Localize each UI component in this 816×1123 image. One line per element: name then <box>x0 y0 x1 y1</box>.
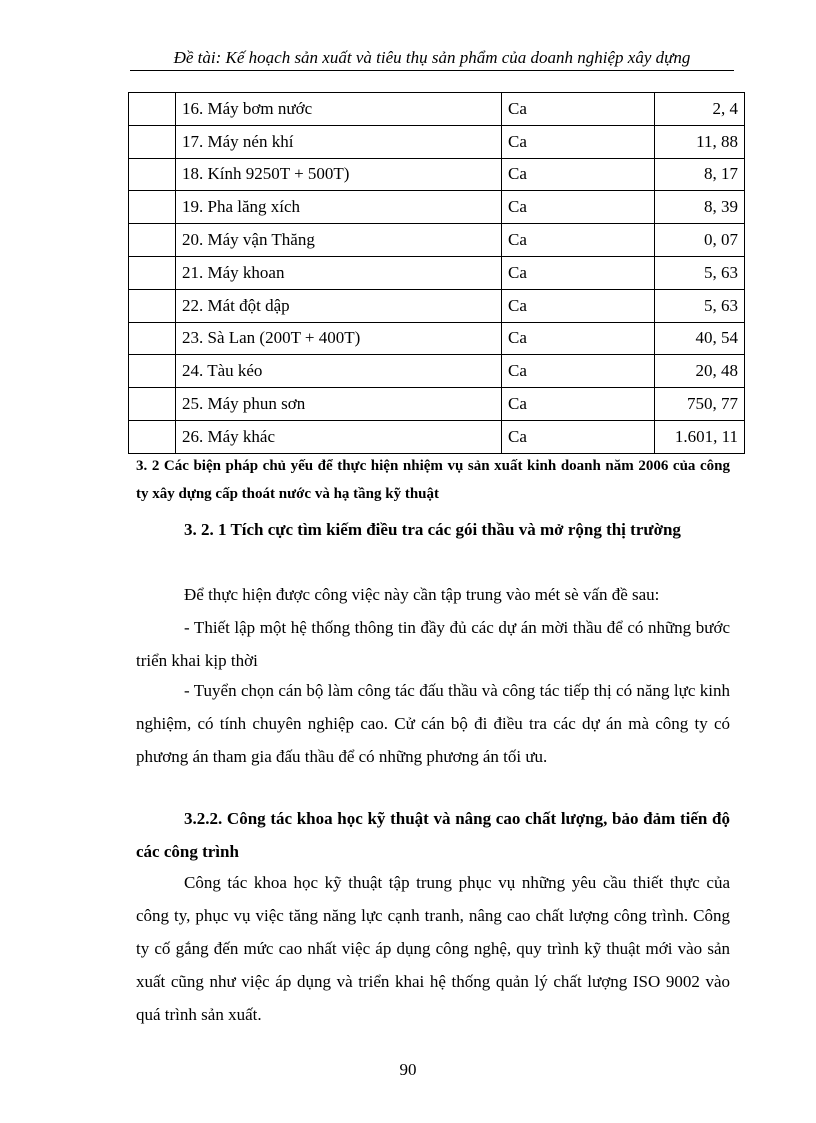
heading-3-2-1: 3. 2. 1 Tích cực tìm kiếm điều tra các gói thầu và mở rộng thị trường <box>184 520 681 539</box>
table-row <box>129 93 745 126</box>
table-cell-index <box>129 93 176 126</box>
table-cell-unit: Ca <box>502 93 655 126</box>
page-number: 90 <box>399 1060 417 1079</box>
table-cell-unit: Ca <box>502 355 655 388</box>
table-cell-unit: Ca <box>502 322 655 355</box>
table-cell-index <box>129 289 176 322</box>
table-cell-value: 20, 48 <box>655 355 745 388</box>
table-row <box>129 289 745 322</box>
table-row <box>129 224 745 257</box>
heading-3-2-2: 3.2.2. Công tác khoa học kỹ thuật và nâng cao chất lượng, bảo đảm tiến độ các công trình <box>136 809 730 861</box>
table-cell-name: 25. Máy phun sơn <box>176 388 502 421</box>
paragraph-science: Công tác khoa học kỹ thuật tập trung phục vụ những yêu cầu thiết thực của công ty, phục vụ việc tăng năng lực cạnh tranh, nâng cao chất lượng công trình. Công ty cố gắng đến mức cao nhất việc áp dụng công nghệ, quy trình kỹ thuật mới vào sản xuất cũng như việc áp dụng và triển khai hệ thống quản lý chất lượng ISO 9002 vào quá trình sản xuất. <box>136 873 730 1024</box>
table-cell-value: 11, 88 <box>655 125 745 158</box>
table-row <box>129 158 745 191</box>
table-row <box>129 322 745 355</box>
table-row <box>129 420 745 453</box>
table-cell-index <box>129 158 176 191</box>
page-header: Đề tài: Kế hoạch sản xuất và tiêu thụ sản phẩm của doanh nghiệp xây dựng <box>130 48 734 71</box>
table-cell-name: 21. Máy khoan <box>176 256 502 289</box>
table-cell-value: 5, 63 <box>655 256 745 289</box>
table-cell-unit: Ca <box>502 191 655 224</box>
table-row <box>129 191 745 224</box>
table-cell-unit: Ca <box>502 224 655 257</box>
table-cell-value: 2, 4 <box>655 93 745 126</box>
paragraph-bullet-2: - Tuyển chọn cán bộ làm công tác đấu thầu và công tác tiếp thị có năng lực kinh nghiệm, có tính chuyên nghiệp cao. Cử cán bộ đi điều tra các dự án mà công ty có phương án tham gia đấu thầu để có những phương án tối ưu. <box>136 681 730 766</box>
table-cell-index <box>129 355 176 388</box>
paragraph-intro: Để thực hiện được công việc này cần tập trung vào mét sè vấn đề sau: <box>184 585 660 604</box>
table-cell-value: 8, 39 <box>655 191 745 224</box>
table-cell-index <box>129 256 176 289</box>
table-cell-name: 22. Mát đột dập <box>176 289 502 322</box>
table-cell-unit: Ca <box>502 125 655 158</box>
table-cell-unit: Ca <box>502 289 655 322</box>
table-cell-value: 1.601, 11 <box>655 420 745 453</box>
table-cell-index <box>129 388 176 421</box>
table-cell-unit: Ca <box>502 420 655 453</box>
table-cell-name: 16. Máy bơm nước <box>176 93 502 126</box>
table-cell-value: 40, 54 <box>655 322 745 355</box>
table-cell-value: 750, 77 <box>655 388 745 421</box>
table-row <box>129 388 745 421</box>
table-cell-index <box>129 224 176 257</box>
table-cell-unit: Ca <box>502 158 655 191</box>
paragraph-bullet-1: - Thiết lập một hệ thống thông tin đầy đủ các dự án mời thầu để có những bước triển khai kịp thời <box>136 618 730 670</box>
table-cell-name: 20. Máy vận Thăng <box>176 224 502 257</box>
table-cell-name: 18. Kính 9250T + 500T) <box>176 158 502 191</box>
table-cell-value: 0, 07 <box>655 224 745 257</box>
table-row <box>129 256 745 289</box>
table-row <box>129 125 745 158</box>
section-caption: 3. 2 Các biện pháp chủ yếu để thực hiện nhiệm vụ sản xuất kinh doanh năm 2006 của công ty xây dựng cấp thoát nước và hạ tầng kỹ thuật <box>136 458 730 502</box>
table-cell-unit: Ca <box>502 256 655 289</box>
table-cell-name: 26. Máy khác <box>176 420 502 453</box>
table-cell-value: 5, 63 <box>655 289 745 322</box>
equipment-table-body <box>129 93 745 454</box>
table-cell-name: 17. Máy nén khí <box>176 125 502 158</box>
table-cell-index <box>129 420 176 453</box>
table-cell-value: 8, 17 <box>655 158 745 191</box>
table-cell-name: 19. Pha lăng xích <box>176 191 502 224</box>
table-cell-name: 24. Tàu kéo <box>176 355 502 388</box>
table-row <box>129 355 745 388</box>
table-cell-unit: Ca <box>502 388 655 421</box>
table-cell-index <box>129 191 176 224</box>
table-cell-name: 23. Sà Lan (200T + 400T) <box>176 322 502 355</box>
table-cell-index <box>129 125 176 158</box>
table-cell-index <box>129 322 176 355</box>
equipment-table <box>128 92 745 454</box>
